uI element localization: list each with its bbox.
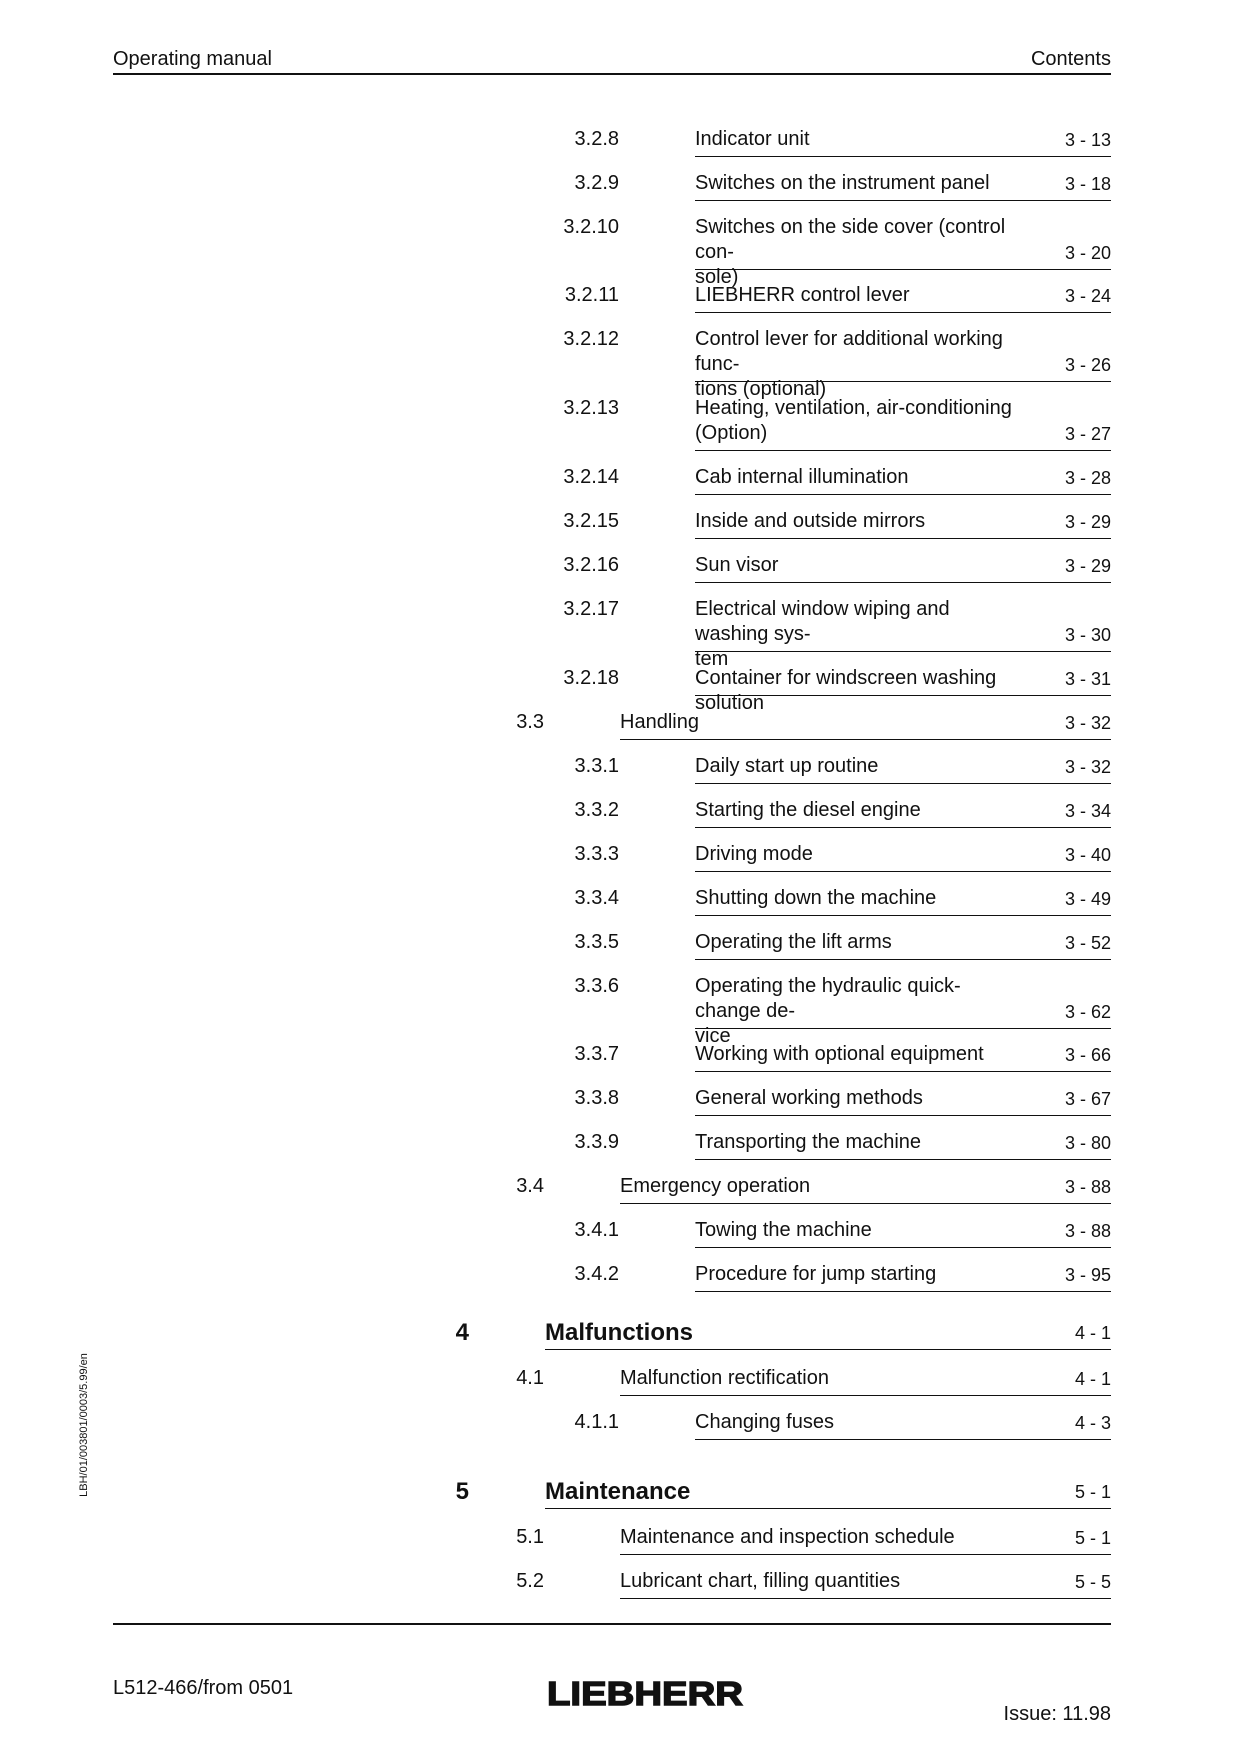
toc-entry-number: 3.4.2 [574, 1263, 619, 1285]
toc-entry-page: 3 - 62 [1064, 1002, 1111, 1022]
toc-entry-number: 5 [455, 1478, 469, 1505]
toc-entry[interactable] [695, 842, 1111, 872]
toc-entry-number: 4 [455, 1319, 469, 1346]
toc-entry[interactable] [695, 798, 1111, 828]
toc-entry-title: Maintenance [545, 1478, 691, 1505]
toc-entry[interactable] [695, 1042, 1111, 1072]
toc-entry-number: 5.2 [516, 1570, 544, 1592]
toc-entry-title: Towing the machine [695, 1219, 872, 1241]
toc-entry[interactable] [695, 1130, 1111, 1160]
toc-entry-number: 3.2.18 [563, 667, 619, 689]
toc-entry-page: 3 - 52 [1064, 933, 1111, 953]
toc-entry[interactable] [620, 1569, 1111, 1599]
toc-entry[interactable] [695, 1086, 1111, 1116]
toc-entry[interactable] [695, 886, 1111, 916]
toc-entry-number: 3.2.12 [563, 328, 619, 350]
toc-entry-number: 3.3.6 [574, 975, 619, 997]
logo-wordmark: LIEBHERR [547, 1677, 744, 1711]
toc-entry-title: General working methods [695, 1087, 923, 1109]
toc-entry-title: Control lever for additional working func- tions (optional) [695, 328, 1003, 400]
toc-entry[interactable] [695, 465, 1111, 495]
toc-entry-page: 3 - 29 [1064, 556, 1111, 576]
toc-entry-page: 5 - 1 [1074, 1482, 1111, 1502]
issue-date: Issue: 11.98 [1003, 1703, 1111, 1725]
toc-entry-page: 3 - 26 [1064, 355, 1111, 375]
toc-entry-title: Malfunction rectification [620, 1367, 829, 1389]
toc-entry[interactable] [695, 283, 1111, 313]
toc-entry-number: 4.1.1 [574, 1411, 619, 1433]
toc-entry-title: Starting the diesel engine [695, 799, 921, 821]
toc-entry-title: Inside and outside mirrors [695, 510, 926, 532]
toc-entry-title: Indicator unit [695, 128, 810, 150]
toc-entry-number: 3.3.8 [574, 1087, 619, 1109]
toc-entry-number: 3.3 [516, 711, 544, 733]
toc-entry-number: 3.2.11 [564, 284, 619, 306]
toc-entry-page: 3 - 29 [1064, 512, 1111, 532]
toc-entry-title: Switches on the side cover (control con- sole) [695, 216, 1006, 288]
toc-entry-number: 3.3.3 [574, 843, 619, 865]
toc-entry-title: Malfunctions [545, 1319, 693, 1346]
toc-entry-page: 3 - 67 [1064, 1089, 1111, 1109]
toc-entry-title: Working with optional equipment [695, 1043, 984, 1065]
toc-entry[interactable] [620, 1366, 1111, 1396]
footer-rule [113, 1623, 1111, 1625]
toc-entry-title: Emergency operation [620, 1175, 811, 1197]
toc-entry-title: Transporting the machine [695, 1131, 922, 1153]
toc-entry-title: Handling [620, 711, 699, 733]
toc-entry[interactable] [695, 1218, 1111, 1248]
toc-entry-page: 5 - 1 [1074, 1528, 1111, 1548]
toc-entry[interactable] [695, 1262, 1111, 1292]
toc-entry[interactable] [545, 1479, 1111, 1509]
toc-entry[interactable] [695, 396, 1111, 451]
toc-entry-page: 3 - 49 [1064, 889, 1111, 909]
toc-entry-title: Shutting down the machine [695, 887, 937, 909]
toc-entry-number: 3.3.4 [574, 887, 619, 909]
running-header-left: Operating manual [113, 48, 272, 70]
toc-entry[interactable] [695, 666, 1111, 714]
toc-entry-page: 4 - 3 [1074, 1413, 1111, 1433]
toc-entry[interactable] [695, 754, 1111, 784]
toc-entry[interactable] [695, 509, 1111, 539]
toc-entry-number: 3.2.9 [574, 172, 619, 194]
toc-entry-page: 3 - 28 [1064, 468, 1111, 488]
toc-entry-title: Changing fuses [695, 1411, 834, 1433]
toc-entry-page: 3 - 66 [1064, 1045, 1111, 1065]
toc-entry-title: Procedure for jump starting [695, 1263, 937, 1285]
toc-entry-title: Maintenance and inspection schedule [620, 1526, 955, 1548]
toc-entry-page: 3 - 80 [1064, 1133, 1111, 1153]
toc-entry[interactable] [695, 974, 1111, 1047]
toc-entry-number: 3.2.15 [563, 510, 619, 532]
toc-entry[interactable] [695, 553, 1111, 583]
toc-entry-page: 3 - 13 [1064, 130, 1111, 150]
toc-entry[interactable] [695, 327, 1111, 400]
toc-entry-title: Switches on the instrument panel [695, 172, 990, 194]
running-header-right: Contents [1030, 48, 1111, 70]
toc-entry-title: Operating the lift arms [695, 931, 892, 953]
toc-entry-number: 3.2.16 [563, 554, 619, 576]
liebherr-logo [545, 1677, 745, 1711]
toc-entry-page: 3 - 88 [1064, 1177, 1111, 1197]
toc-entry-number: 5.1 [516, 1526, 544, 1548]
toc-entry-title: Operating the hydraulic quick-change de- vice [695, 975, 961, 1047]
toc-entry-page: 3 - 95 [1064, 1265, 1111, 1285]
toc-entry[interactable] [545, 1320, 1111, 1350]
toc-entry[interactable] [620, 710, 1111, 740]
toc-entry-title: Cab internal illumination [695, 466, 909, 488]
toc-entry-page: 3 - 40 [1064, 845, 1111, 865]
model-designation: L512-466/from 0501 [113, 1677, 294, 1699]
toc-entry-page: 3 - 32 [1064, 713, 1111, 733]
toc-entry[interactable] [695, 215, 1111, 288]
document-code: LBH/01/003801/0003/5.99/en [78, 1353, 90, 1497]
toc-entry-number: 3.2.8 [574, 128, 619, 150]
toc-entry-number: 3.3.9 [574, 1131, 619, 1153]
toc-entry-number: 3.3.7 [574, 1043, 619, 1065]
toc-entry-page: 3 - 88 [1064, 1221, 1111, 1241]
toc-entry-page: 3 - 34 [1064, 801, 1111, 821]
toc-entry-page: 3 - 24 [1064, 286, 1111, 306]
toc-entry-page: 4 - 1 [1074, 1369, 1111, 1389]
toc-entry-title: Daily start up routine [695, 755, 879, 777]
toc-entry-page: 3 - 30 [1064, 625, 1111, 645]
toc-entry-number: 3.2.13 [563, 397, 619, 419]
toc-entry-title: Electrical window wiping and washing sys- tem [695, 598, 950, 670]
toc-entry-title: Lubricant chart, filling quantities [620, 1570, 901, 1592]
toc-entry-page: 3 - 27 [1064, 424, 1111, 444]
toc-entry[interactable] [620, 1174, 1111, 1204]
toc-entry-number: 3.2.14 [563, 466, 619, 488]
toc-entry-title: Heating, ventilation, air-conditioning (Option) [695, 397, 1012, 444]
toc-entry-page: 3 - 31 [1064, 669, 1111, 689]
toc-entry-number: 3.2.17 [563, 598, 619, 620]
toc-entry[interactable] [695, 1410, 1111, 1440]
toc-entry-title: Sun visor [695, 554, 779, 576]
toc-entry[interactable] [695, 171, 1111, 201]
toc-entry[interactable] [695, 127, 1111, 157]
toc-entry[interactable] [620, 1525, 1111, 1555]
toc-entry-title: LIEBHERR control lever [695, 284, 910, 306]
toc-entry-number: 3.3.5 [574, 931, 619, 953]
toc-entry-page: 3 - 32 [1064, 757, 1111, 777]
toc-entry-page: 5 - 5 [1074, 1572, 1111, 1592]
toc-entry-number: 3.3.1 [574, 755, 619, 777]
toc-entry-number: 3.4 [516, 1175, 544, 1197]
toc-entry-page: 4 - 1 [1074, 1323, 1111, 1343]
toc-entry[interactable] [695, 930, 1111, 960]
toc-entry-page: 3 - 18 [1064, 174, 1111, 194]
toc-entry-number: 3.3.2 [574, 799, 619, 821]
toc-entry-number: 3.2.10 [563, 216, 619, 238]
toc-entry[interactable] [695, 597, 1111, 670]
toc-entry-page: 3 - 20 [1064, 243, 1111, 263]
toc-entry-number: 3.4.1 [574, 1219, 619, 1241]
toc-entry-number: 4.1 [516, 1367, 544, 1389]
toc-entry-title: Driving mode [695, 843, 813, 865]
toc-entry-title: Container for windscreen washing solution [695, 667, 997, 714]
